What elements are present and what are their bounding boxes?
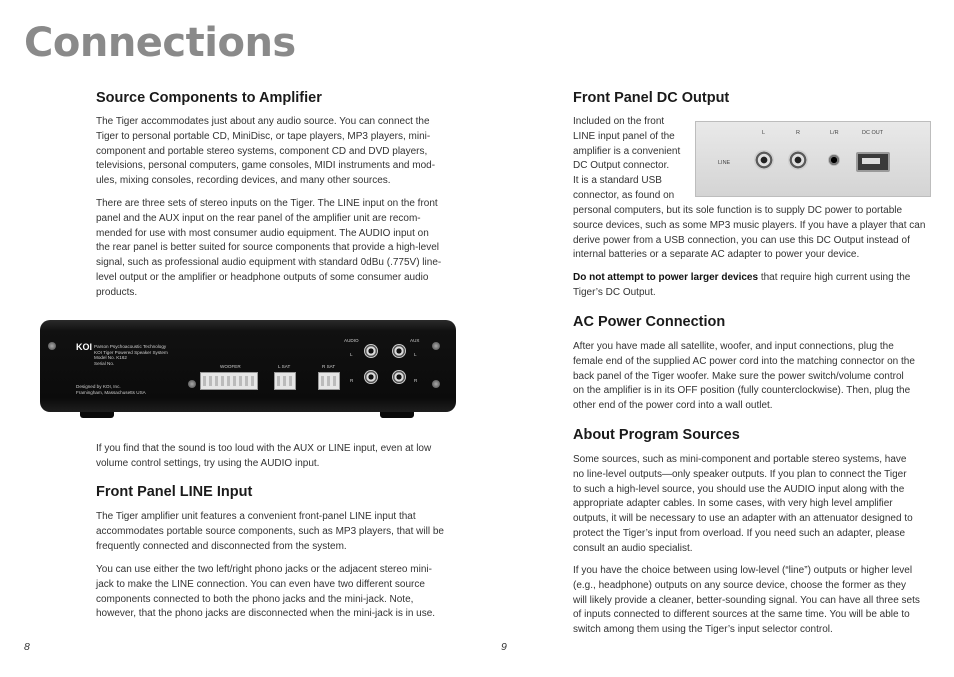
rsat-connector <box>318 372 340 390</box>
text-line: jack to make the LINE connection. You can even have two different source <box>96 578 425 590</box>
source-components-paragraph-3 <box>96 442 431 472</box>
dc-warning-rest: that require high current using the <box>758 272 911 283</box>
text-line: Tiger to personal portable CD, MiniDisc, or tape players, MP3 players, mini- <box>96 130 431 142</box>
text-line: will likely provide a cleaner, better-sounding signal. You can have all three sets <box>573 594 920 606</box>
program-sources-paragraph-2 <box>573 564 920 638</box>
text-line: Designed by KOI, Inc. <box>76 384 121 389</box>
text-line: It is a standard USB <box>573 175 662 187</box>
screw-icon <box>432 342 440 350</box>
source-components-paragraph-1 <box>96 115 435 189</box>
rsat-label: R SAT <box>322 364 336 369</box>
usb-port <box>856 152 890 172</box>
front-panel-dc-paragraph-1-short <box>573 115 680 204</box>
fp-r-label: R <box>796 130 800 136</box>
text-line: derive power from a USB connection, you can use this DC Output instead of <box>573 234 910 246</box>
fp-dcout-label: DC OUT <box>862 130 884 136</box>
text-line: televisions, personal computers, game consoles, MIDI instruments and mod- <box>96 160 436 172</box>
text-line: (e.g., headphone) outputs on any source device, choose the former as they <box>573 579 906 591</box>
text-line: The Tiger accommodates just about any audio source. You can connect the <box>96 116 430 127</box>
lsat-label: L SAT <box>278 364 291 369</box>
woofer-label: WOOFER <box>220 364 241 369</box>
page-number-left: 8 <box>24 641 30 653</box>
fp-l-label: L <box>762 130 766 136</box>
text-line: You can use either the two left/right phono jacks or the adjacent stereo mini- <box>96 564 432 575</box>
text-line: Framingham, Massachusetts USA <box>76 389 146 395</box>
text-line: If you find that the sound is too loud with the AUX or LINE input, even at low <box>96 443 432 454</box>
ac-power-heading: AC Power Connection <box>573 314 726 330</box>
audio-l-jack <box>364 344 378 358</box>
text-line: volume control settings, try using the AUDIO input. <box>96 457 320 469</box>
text-line: components connected to both the phono jacks and the mini-jack. Note, <box>96 593 414 605</box>
amp-logo: KOI <box>76 342 93 352</box>
audio-r-jack <box>364 370 378 384</box>
page-title: Connections <box>24 20 296 66</box>
screw-icon <box>48 342 56 350</box>
screw-icon <box>432 380 440 388</box>
text-line: other end of the power cord into a wall outlet. <box>573 400 773 412</box>
program-sources-paragraph-1 <box>573 453 913 557</box>
dc-warning-line2: Tiger’s DC Output. <box>573 286 656 298</box>
aux-label: AUX <box>410 338 420 343</box>
text-line: If you have the choice between using low-level (“line”) outputs or higher level <box>573 565 913 576</box>
text-line: mended for use with most consumer audio equipment. The AUDIO input on <box>96 227 429 239</box>
text-line: appropriate adapter cables. In some cases, with very high level amplifier <box>573 498 893 510</box>
aux-l-jack <box>392 344 406 358</box>
amp-brand-text <box>94 344 168 366</box>
text-line: The Tiger amplifier unit features a convenient front-panel LINE input that <box>96 511 416 522</box>
front-panel-dc-paragraph-2 <box>573 271 910 301</box>
front-panel-line-paragraph-1 <box>96 510 444 554</box>
woofer-connector <box>200 372 258 390</box>
text-line: internal batteries or a separate AC adapter to power your device. <box>573 249 860 261</box>
source-components-paragraph-2 <box>96 197 441 301</box>
text-line: KOI Tiger Powered Speaker System <box>94 349 168 355</box>
text-line: products. <box>96 286 138 298</box>
text-line: accommodates portable source components, such as MP3 players, that will be <box>96 525 444 537</box>
aux-r-jack <box>392 370 406 384</box>
amp-designed-text <box>76 384 146 395</box>
text-line: personal computers, but its sole function is to supply DC power to portable <box>573 205 903 216</box>
text-line: of inputs connected to different sources at the same time. You will be able to <box>573 609 910 621</box>
text-line: no line-level outputs—only speaker outputs. If you plan to connect the Tiger <box>573 468 907 480</box>
text-line: Included on the front <box>573 116 665 127</box>
page-number-right: 9 <box>501 641 507 653</box>
text-line: switch among them using the Tiger’s input selector control. <box>573 624 833 636</box>
program-sources-heading: About Program Sources <box>573 427 740 443</box>
text-line: Parson Psychoacoustic Technology <box>94 344 167 349</box>
front-panel-dc-paragraph-1-long <box>573 204 925 263</box>
mini-jack <box>828 154 840 166</box>
text-line: level output or the amplifier or headphone outputs of some consumer audio <box>96 271 429 283</box>
screw-icon <box>188 380 196 388</box>
source-components-heading: Source Components to Amplifier <box>96 90 322 106</box>
front-panel-dc-heading: Front Panel DC Output <box>573 90 730 106</box>
text-line: Serial No. <box>94 360 115 366</box>
text-line: ules, mixing consoles, recording devices, and many other sources. <box>96 175 391 187</box>
audio-r-label: R <box>350 378 354 383</box>
text-line: outputs, it will be necessary to use an adapter with an attenuator designed to <box>573 513 913 525</box>
front-panel-line-heading: Front Panel LINE Input <box>96 484 253 500</box>
text-line: Some sources, such as mini-component and portable stereo systems, have <box>573 454 907 465</box>
dc-warning-bold: Do not attempt to power larger devices <box>573 272 759 283</box>
text-line: frequently connected and disconnected from the system. <box>96 540 347 552</box>
text-line: Model No. K162 <box>94 355 127 361</box>
text-line: amplifier is a convenient <box>573 145 681 157</box>
amplifier-rear-panel-image <box>40 318 456 420</box>
lsat-connector <box>274 372 296 390</box>
aux-r-label: R <box>414 378 418 383</box>
text-line: source devices, such as some MP3 music players. If you have a player that can <box>573 219 926 231</box>
phono-jack-right <box>788 150 808 170</box>
ac-power-paragraph <box>573 340 915 414</box>
text-line: the rear panel is better suited for source components that provide a high-level <box>96 242 439 254</box>
text-line: connector, as found on <box>573 189 675 201</box>
text-line: DC Output connector. <box>573 160 670 172</box>
text-line: There are three sets of stereo inputs on the Tiger. The LINE input on the front <box>96 198 438 209</box>
text-line: on the amplifier is in its OFF position (fully counterclockwise). Then, plug the <box>573 385 911 397</box>
text-line: signal, such as professional audio equipment with standard 0dBu (.775V) line- <box>96 257 442 269</box>
fp-line-label: LINE <box>718 160 731 166</box>
text-line: female end of the supplied AC power cord into the matching connector on the <box>573 355 915 367</box>
text-line: protect the Tiger’s input from overload. If you need such an adapter, please <box>573 527 906 539</box>
text-line: After you have made all satellite, woofer, and input connections, plug the <box>573 341 894 352</box>
text-line: consult an audio specialist. <box>573 542 693 554</box>
text-line: LINE input panel of the <box>573 130 675 142</box>
front-panel-line-paragraph-2 <box>96 563 435 622</box>
text-line: component and portable stereo systems, component CD and DVD players, <box>96 145 428 157</box>
aux-l-label: L <box>414 352 417 357</box>
audio-label: AUDIO <box>344 338 359 343</box>
text-line: panel and the AUX input on the rear panel of the amplifier unit are recom- <box>96 212 421 224</box>
text-line: however, that the phono jacks are disconnected when the mini-jack is in use. <box>96 608 436 620</box>
audio-l-label: L <box>350 352 353 357</box>
text-line: back panel of the Tiger woofer. Make sure the power switch/volume control <box>573 370 904 382</box>
fp-lr-label: L/R <box>830 130 839 136</box>
front-panel-photo <box>695 121 931 197</box>
phono-jack-left <box>754 150 774 170</box>
text-line: to such a high-level source, you should use the AUDIO input along with the <box>573 483 905 495</box>
